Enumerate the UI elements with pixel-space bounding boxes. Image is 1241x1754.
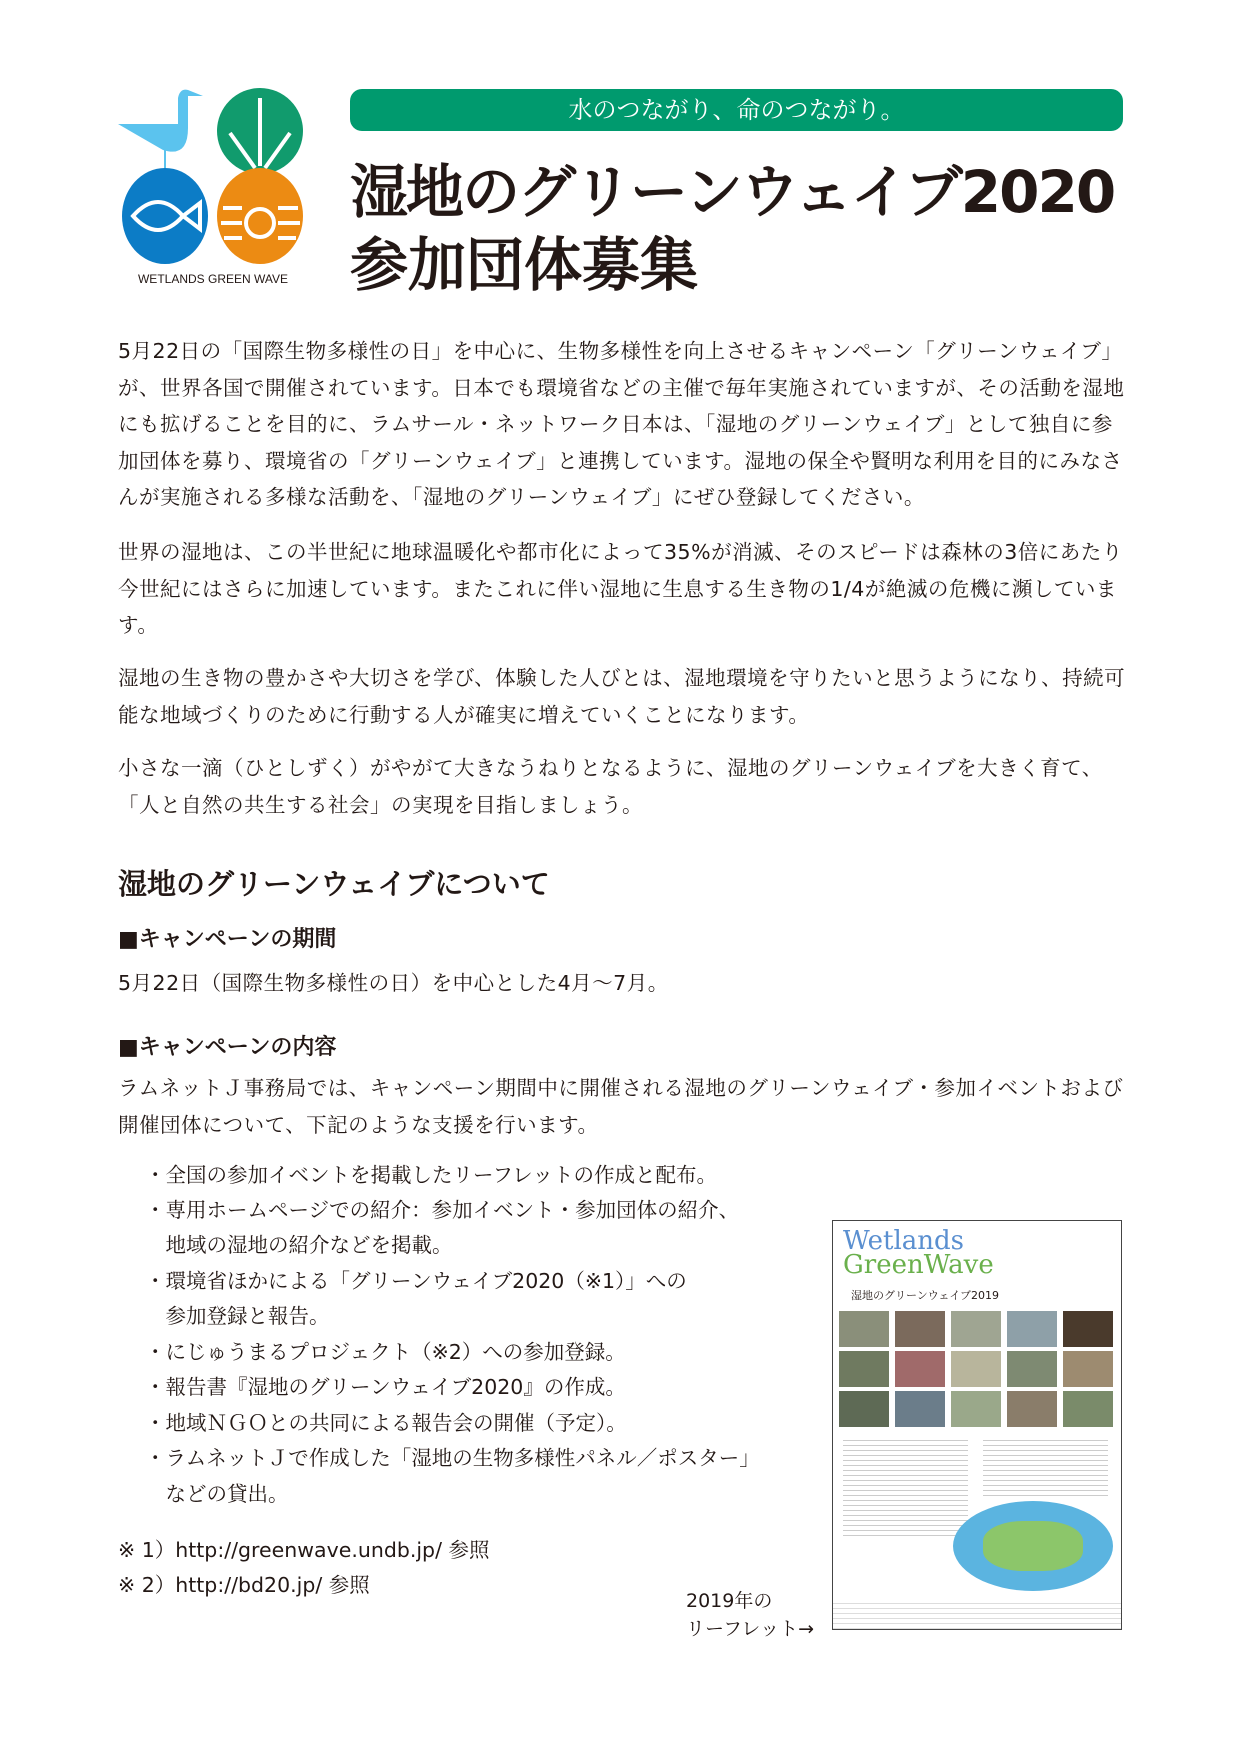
content-heading: ■キャンペーンの内容 xyxy=(118,1035,337,1060)
leaflet-text xyxy=(983,1436,1108,1496)
leaflet-footer xyxy=(833,1599,1122,1629)
list-item: ・地域ＮＧＯとの共同による報告会の開催（予定）。 xyxy=(145,1411,627,1435)
list-item: ・にじゅうまるプロジェクト（※2）への参加登録。 xyxy=(145,1340,626,1364)
intro-paragraph: 世界の湿地は、この半世紀に地球温暖化や都市化によって35%が消滅、そのスピードは森林の3倍にあたり今世紀にはさらに加速しています。またこれに伴い湿地に生息する生き物の1/4が絶滅の危機に瀕しています。 xyxy=(118,540,1123,637)
photo xyxy=(951,1311,1001,1347)
leaflet-text xyxy=(843,1436,968,1536)
period-heading: ■キャンペーンの期間 xyxy=(118,927,337,952)
list-item: ・報告書『湿地のグリーンウェイブ2020』の作成。 xyxy=(145,1375,626,1399)
photo xyxy=(839,1311,889,1347)
crab-icon xyxy=(217,168,303,264)
content-text: ラムネットＪ事務局では、キャンペーン期間中に開催される湿地のグリーンウェイブ・参加イベントおよび開催団体について、下記のような支援を行います。 xyxy=(118,1076,1124,1137)
intro-paragraph: 小さな一滴（ひとしずく）がやがて大きなうねりとなるように、湿地のグリーンウェイブを大きく育て、「人と自然の共生する社会」の実現を目指しましょう。 xyxy=(118,756,1103,817)
photo xyxy=(895,1391,945,1427)
list-item: ・ラムネットＪで作成した「湿地の生物多様性パネル／ポスター」 xyxy=(145,1446,760,1470)
tagline-banner: 水のつながり、命のつながり。 xyxy=(350,89,1123,131)
photo xyxy=(951,1351,1001,1387)
leaflet-logo: Wetlands xyxy=(843,1226,964,1256)
footnote: ※ 2）http://bd20.jp/ 参照 xyxy=(118,1573,370,1597)
photo xyxy=(1063,1311,1113,1347)
leaflet-caption xyxy=(686,1587,814,1643)
logo-text: WETLANDS GREEN WAVE xyxy=(137,272,289,286)
photo xyxy=(1007,1351,1057,1387)
list-item: ・専用ホームページでの紹介：参加イベント・参加団体の紹介、 xyxy=(145,1198,740,1222)
wetlands-green-wave-logo xyxy=(118,88,308,288)
page-title: 湿地のグリーンウェイブ2020 xyxy=(350,158,1115,226)
section-heading: 湿地のグリーンウェイブについて xyxy=(118,867,550,901)
leaflet-thumbnail xyxy=(832,1220,1122,1630)
footnote: ※ 1）http://greenwave.undb.jp/ 参照 xyxy=(118,1538,490,1562)
photo xyxy=(1063,1391,1113,1427)
leaflet-logo: GreenWave xyxy=(843,1250,994,1280)
list-item: ・環境省ほかによる「グリーンウェイブ2020（※1）」への xyxy=(145,1269,687,1293)
period-text: 5月22日（国際生物多様性の日）を中心とした4月～7月。 xyxy=(118,971,669,995)
list-item: ・全国の参加イベントを掲載したリーフレットの作成と配布。 xyxy=(145,1163,717,1187)
page-subtitle: 参加団体募集 xyxy=(350,231,699,299)
photo xyxy=(1063,1351,1113,1387)
intro-paragraph: 5月22日の「国際生物多様性の日」を中心に、生物多様性を向上させるキャンペーン「グリーンウェイブ」が、世界各国で開催されています。日本でも環境省などの主催で毎年実施されていますが、その活動を湿地にも拡げることを目的に、ラムサール・ネットワーク日本は、「湿地のグリーンウェイブ」として独自に参加団体を募り、環境省の「グリーンウェイブ」と連携しています。湿地の保全や賢明な利用を目的にみなさんが実施される多様な活動を、「湿地のグリーンウェイブ」にぜひ登録してください。 xyxy=(118,339,1125,509)
photo xyxy=(895,1311,945,1347)
leaflet-map-land xyxy=(983,1521,1083,1571)
photo xyxy=(839,1391,889,1427)
leaflet-title: 湿地のグリーンウェイブ2019 xyxy=(851,1289,1000,1302)
photo xyxy=(895,1351,945,1387)
photo xyxy=(1007,1391,1057,1427)
list-item: 地域の湿地の紹介などを掲載。 xyxy=(145,1233,453,1257)
caption-line: 2019年の xyxy=(686,1590,773,1612)
caption-line: リーフレット→ xyxy=(686,1618,815,1640)
photo xyxy=(1007,1311,1057,1347)
list-item: 参加登録と報告。 xyxy=(145,1304,330,1328)
list-item: などの貸出。 xyxy=(145,1482,289,1506)
intro-paragraph: 湿地の生き物の豊かさや大切さを学び、体験した人びとは、湿地環境を守りたいと思うようになり、持続可能な地域づくりのために行動する人が確実に増えていくことになります。 xyxy=(118,666,1126,727)
photo xyxy=(839,1351,889,1387)
photo xyxy=(951,1391,1001,1427)
